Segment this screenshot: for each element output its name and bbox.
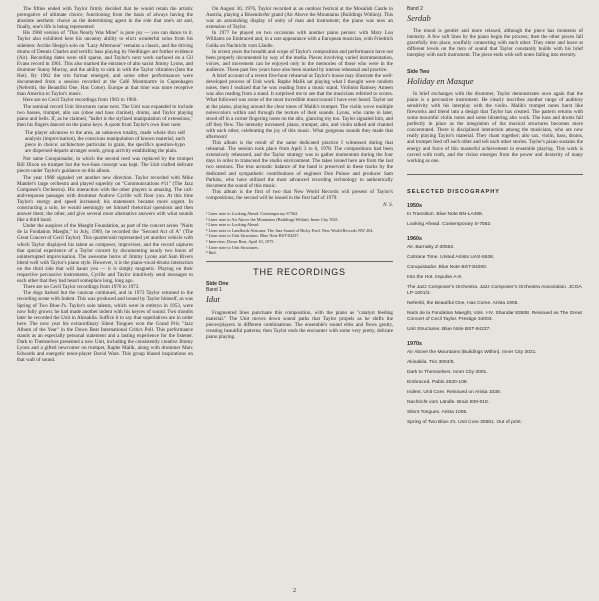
discography-entry: Nefertiti, the Beautiful One, Has Come. Arista 1905. (407, 301, 519, 307)
track-title: Holiday en Masque (407, 75, 474, 86)
paragraph: The year 1968 signaled yet another new direction. Taylor recorded with Mike Mantler's large orchestra and played superbly on "Communications #11" (The Jazz Composer's Orchestra). His interaction with the other players is amazing. The call-and-response passages with drummer Andrew Cyrille will floor you. At this time Taylor's energy and speed increased; his statements became more urgent. In constructing a solo, he would seemingly set himself rhetorical questions and then answer them; the other, and give several more alternative answers with what sounds like a third hand. (17, 174, 193, 224)
discography-entry: Nuits de la Fondation Maeght, Vols. I-IV. Shandar 83508. Reissued as The Great Concert of Cecil Taylor. Prestige 34003. (407, 311, 582, 323)
paragraph: Fragmented lines punctuate this composition, with the piano as "catalyst feeding material." The Unit moves down sound paths that Taylor propels as he shifts the pieces/players in different combinations. The ensemble's sound ebbs and flows gently, creating beautiful patterns; then Taylor ends the encounter with some very pretty, delicate piano playing. (206, 309, 393, 340)
discography-entry: Unit Structures. Blue Note BST-84237. (407, 327, 491, 333)
track-title: Idut (206, 294, 220, 305)
paragraph: In 1977 he played on two occasions with another piano person: with Mary Lou Williams on Embraced and, in a rare appearance with a European musician, with Friedrich Gulda on Nachricht vom Ländle. (206, 30, 393, 49)
discography-era: 1960s (407, 235, 422, 242)
footnote: ⁴ Liner note to Landlords Africana: The Jazz Sound of Ricky Ford. New World Records NW 204. (206, 227, 374, 233)
discography-entry: Conquistador. Blue Note BST-84260. (407, 265, 488, 271)
discography-entry: Dark to Themselves. Inner City 3001. (407, 370, 488, 376)
paragraph: The seminal record Unit Structures came next. The Unit was expanded to include two basses, trumpet, alto sax (oboe and bass clarinet), drums, and Taylor playing piano and bells. If, as he claimed, "ballet is the stylized manipulation of extensions," then his fingers danced on the piano keys. A quote from Taylor's own liner note: (17, 103, 193, 128)
footnote: ⁵ Liner note to Unit Structures. Blue Note BST-84237. (206, 233, 300, 239)
discography-heading: SELECTED DISCOGRAPHY (407, 188, 501, 195)
page-number: 2 (293, 588, 296, 594)
discography-entry: Coltrane Time. United Artists UAS-5638. (407, 255, 495, 261)
footnote: ¹ Liner note to Looking Ahead. Contemporary S7562. (206, 211, 299, 217)
track-description (407, 28, 583, 58)
paragraph: A brief account of a recent five-hour rehearsal at Taylor's house may illustrate the well-developed process of Unit work. Raphe Malik sat playing what I thought were random notes, then I realized that he was reading from a music stand. Violinist Ramsey Ameen was also reading from a stand. It surprised me to see that the musicians referred to scores. What followed was some of the most incredible music/sound I have ever heard. Taylor sat at the piano, playing around the clear tones of Malik's trumpet. The violin wove multiple notes/colors within and through the texture of their sounds. Lyons, who came in later, stood off in a corner fingering notes on the alto, glancing my too. Taylor signaled him, and off they flew. The intensity increased: piano, trumpet, alto, and violin talked and chanted with each other, celebrating the joy of this music. What gorgeous sounds they made that afternoon! (206, 73, 393, 140)
paragraph: Under the auspices of the Maeght Foundation, as part of the concert series "Nuits de la Fondation Maeght," in July, 1969, he recorded the "Second Act of A" (The Great Concert of Cecil Taylor). This quartet/unit represented yet another vehicle with which Taylor displayed his talent as composer, improviser, and the record captures that special experience of a Taylor concert by documenting nearly two hours of uninterrupted improvisation. The awesome horns of Jimmy Lyons and Sam Rivers blend well with Taylor's piano style. However, it is the piano-vocal-drums interaction on the third side that will haunt you — it is simply magnetic. Playing on their respective percussive instruments, Cyrille and Taylor intuitively send messages to each other that they had heard someplace long, long ago. (17, 223, 193, 285)
footnotes (206, 211, 393, 255)
discography-entry: Akisakila. Trio 3004/5. (407, 360, 455, 366)
section-divider (407, 174, 583, 175)
track-description (407, 91, 583, 164)
paragraph: In recent years the breadth and scope of Taylor's composition and performance have not been properly documented by way of the media. Pieces involving varied instrumentation, voices, and movement can be enjoyed only in the memories of those who were in the audience. These past few years have also been marked by intense rehearsal and practice. (206, 48, 393, 73)
track-title: Serdab (407, 13, 431, 23)
footnote: ⁶ Interview, Down Beat, April 10, 1975. (206, 239, 275, 245)
essay-paragraphs-continued (17, 156, 193, 363)
discography-entry: The Jazz Composer's Orchestra. Jazz Composer's Orchestra Association. JCOA LP-1001/2. (407, 285, 582, 297)
recordings-heading: THE RECORDINGS (253, 267, 346, 278)
footnote: ⁷ Liner note to Unit Structures. (206, 244, 260, 250)
footnote: ⁸ Ibid. (206, 250, 217, 256)
discography-entry: Nachricht vom Ländle. Brain 500-018. (407, 400, 490, 406)
paragraph: This album is the first of two that New World Records will present of Taylor's compositions; the second will be issued in the first half of 1979. (206, 188, 393, 201)
paragraph: There are no Cecil Taylor recordings from 1970 to 1973. (23, 284, 140, 291)
side-label: Side One (206, 281, 229, 288)
column-middle (206, 6, 393, 576)
paragraph: Here are no Cecil Taylor recordings from 1963 to 1966. (23, 97, 138, 104)
paragraph: On August 30, 1976, Taylor recorded at an outdoor festival at the Mosalish Castle in Austria, playing a Bösendorfer grand (Air Above the Mountains (Buildings Within)). This was an astonishing display of unity of man and instrument; the piano was now an extension of Taylor. (206, 6, 393, 31)
liner-quote: The player advances to the area, an unknown totality, made whole thru self analysis (improvisation), the conscious manipulation of known material; each piece in choice; architecture particular in grain, the specifics question-hypo are dispersed-departs arranger sends, group activity establishing the plain. (25, 129, 185, 155)
footnote: ² Liner note to Air Above the Mountains (Buildings Within). Inner City 3021. (206, 216, 340, 222)
discography-entry: Spring of Two Blue-J's. Unit Core 30551. Out of print. (407, 420, 523, 426)
discography-entry: Embraced. Pablo 2620-108. (407, 380, 468, 386)
discography-entry: Air. Barnaby Z-30562. (407, 245, 455, 251)
essay-paragraphs (17, 6, 193, 128)
discography-era: 1950s (407, 202, 422, 209)
author-signature: N. S. (383, 202, 393, 208)
paragraph: The mood is gentler and more relaxed, although the piece has moments of intensity. A few soft lines by the piano begin the process; then the other pieces fall gracefully into place, soulfully connecting with each other. They enter and leave at different levels on the tiers of sound that Taylor constantly builds with his brief interplay with each instrument. The piece ends with soft notes falling into eternity. (407, 28, 583, 59)
paragraph: The dogs barked but the caravan continued, and in 1973 Taylor returned to the recording scene with Indent. This was produced and issued by Taylor himself, as was Spring of Two Blue-J's. Taylor's solo talents, which were in embryo in 1953, were now fully grown; he had made another indent with his keyres of sound. Two months later he recorded the Unit in Akisakila. Suffice it to say that superlatives are in order here. The next year his extraordinary Silent Tongues won the Grand Prix "Jazz Album of the Year" in the Down Beat International Critics Poll. This performance stands as an especially personal statement and a lasting experience for the listener. Dark to Themselves presented a new Unit, including the consistently creative Jimmy Lyons and a gifted newcomer on trumpet, Raphe Malik, along with drummer Marc Edwards and energetic tenor-player David Ware. This group blazed inspirations on that wall of sound. (17, 290, 193, 364)
section-divider (206, 261, 393, 262)
essay-paragraphs (206, 6, 393, 201)
discography-entry: Into the Hot. Impulse A-9. (407, 275, 463, 281)
paragraph: This album is the result of the same dedicated practice I witnessed during that rehearsal. The session took place from April 3 to 6, 1978. The compositions had been extensively rehearsed, and the Taylor strategy was to gather momentum during the four days in order to transcend the studio environment. The takes issued here are from the last two sessions. The true acoustic balance of the band is preserved in these tracks by the dedicated and sympathetic contributions of engineer Don Puluse and producer Sam Parkins, who have utilized the most advanced recording technology to authentically document the sound of this music. (206, 140, 393, 189)
paragraph: In brief exchanges with the drummer, Taylor demonstrates once again that the piano is a percussive instrument. He clearly inscribes another range of auditory sensitivity with his interplay with the violin. Malik's trumpet notes burst like fireworks and blend into a design that Taylor has created. The pattern returns with some mournful violin notes and some blistering alto work. The bass and drums fall perfectly in place as the integration of the musical structures becomes more concentrated. There is disciplined interaction among the musicians, who are now really playing Taylor's material. They chant together; alto sax, violin, bass, drums, and trumpet feed off each other and tell each other stories. Taylor's piano sustains the energy and force of this masterful achievement in ensemble playing. This work is carved with truth, and the vision emerges from the power and dexterity of many working as one. (407, 90, 583, 164)
band-label: Band 2 (407, 6, 423, 12)
discography-entry: Looking Ahead. Contemporary S-7562. (407, 221, 492, 227)
side-label: Side Two (407, 68, 430, 75)
band-label: Band 1 (206, 287, 222, 294)
column-left (17, 6, 193, 594)
discography-era: 1970s (407, 341, 422, 348)
discography-entry: Silent Tongues. Arista 1005. (407, 410, 468, 416)
paragraph: His 1960 version of "This Nearly Was Mine" is pure joy — you can dance to it. Taylor also exhibited here his uncanny ability to elicit wonderful solos from his sidemen: Archie Shepp's solo on "Lazy Afternoon" remains a classic, and the driving drums of Dennis Charles and terrific bass playing by Neidlinger are further evidence (Air). Recording dates were still sparse, and Taylor's next work surfaced on a Gil Evans record in 1961. This also marked the entrance of alto saxist Jimmy Lyons, and drummer Sunny Murray, and the ability to sink in with the Taylor vibration (Into the Hot). By 1962 the trio format emerged, and some other performances were documented from a session recorded at the Café Montmartre in Copenhagen (Nefertiti, the Beautiful One, Has Come). Europe at that time was more receptive than America to Taylor's music. (17, 30, 193, 98)
paragraph: The fifties ended with Taylor firmly decided that he would retain the artistic prerogative of ultimate choice, functioning from the basis of always having the absolute aesthetic choice as the determining agent in the role that one's art and, finally, one's life is being represented. (17, 6, 193, 31)
discography-entry: Air Above the Mountains (Buildings Within). Inner City 3021. (407, 350, 537, 356)
track-description (206, 310, 393, 340)
discography-entry: In Transition. Blue Note BN-LA458. (407, 211, 484, 217)
footnote: ³ Liner note to Looking Ahead. (206, 222, 260, 228)
column-right (407, 6, 583, 594)
discography-entry: Indent. Unit Core. Reissued on Arista 1038. (407, 390, 502, 396)
paragraph: Not same Conquistador, in which the second reed was replaced by the trumpet Bill Dixon on trumpet but the two-bass concept was kept. The Unit crafted delicate pieces under Taylor's guidance on this album. (17, 156, 193, 175)
discography-list (407, 203, 583, 426)
